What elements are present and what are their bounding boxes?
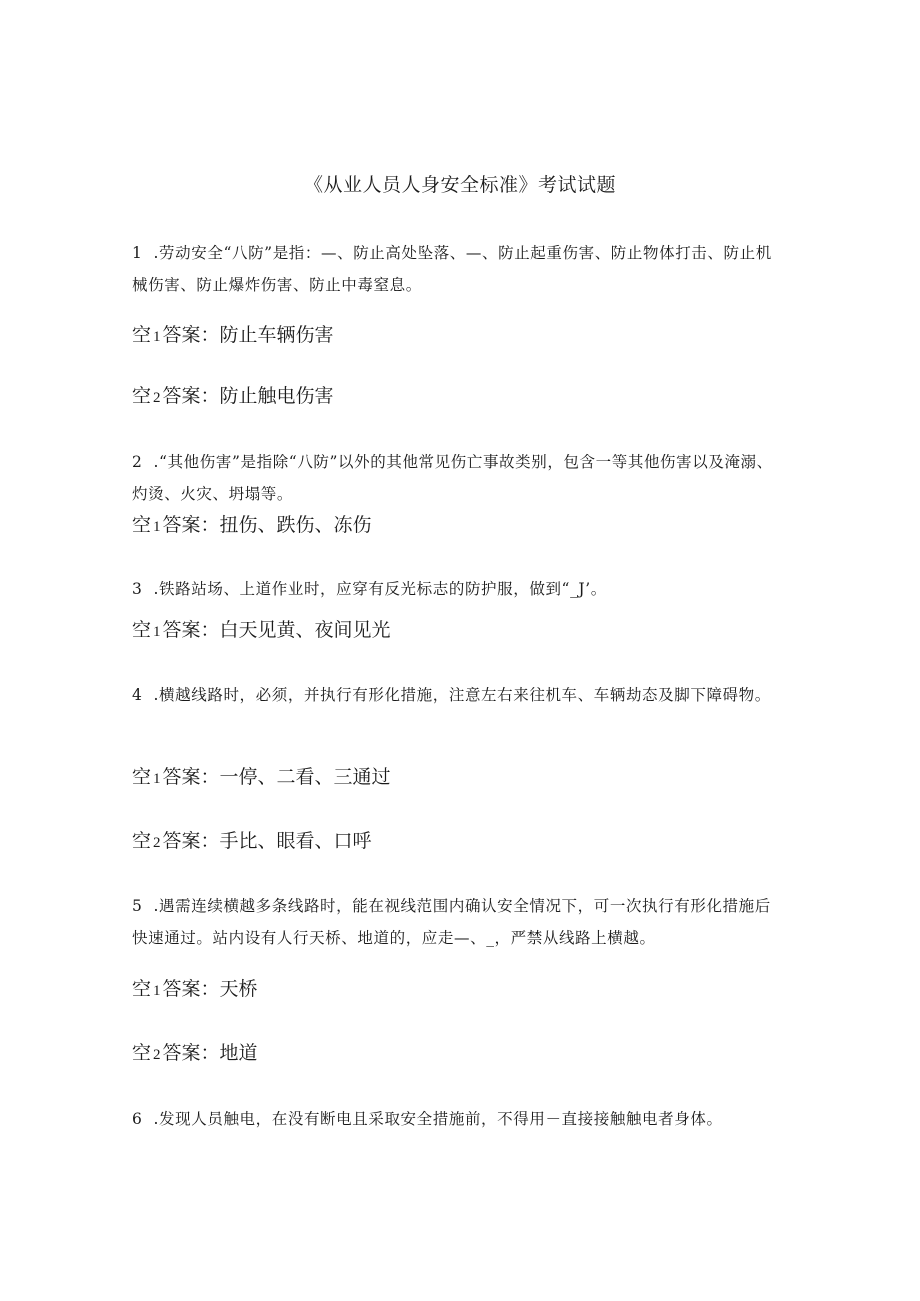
question-number: 3 [132,580,143,598]
answer-value: 白天见黄、夜间见光 [219,619,391,641]
page-title: 《从业人员人身安全标准》考试试题 [303,174,616,196]
answer-q3-slot1: 空 1 答案：白天见黄、夜间见光 [132,619,391,641]
answer-value: 防止触电伤害 [219,385,334,407]
question-number: 6 [132,1110,143,1128]
question-number: 2 [132,453,143,471]
question-4 [132,679,782,711]
question-text: .横越线路时，必须，并执行有形化措施，注意左右来往机车、车辆劫态及脚下障碍物。 [148,686,771,704]
question-text: .铁路站场、上道作业时，应穿有反光标志的防护服，做到“_J’。 [148,580,607,598]
slot-number: 1 [153,771,161,787]
question-6 [132,1103,782,1135]
answer-value: 手比、眼看、口呼 [219,830,372,852]
question-3 [132,573,782,605]
answer-value: 防止车辆伤害 [219,324,334,346]
question-text: .发现人员触电，在没有断电且采取安全措施前，不得用－直接接触触电者身体。 [148,1110,723,1128]
question-5 [132,890,782,954]
question-text: .劳动安全“八防”是指：—、防止高处坠落、—、防止起重伤害、防止物体打击、防止机械伤害、防止爆炸伤害、防止中毒窒息。 [132,244,772,294]
question-number: 4 [132,686,143,704]
question-text: .“其他伤害”是指除“八防”以外的其他常见伤亡事故类别，包含一等其他伤害以及淹溺、灼烫、火灾、坍塌等。 [132,453,773,503]
question-2 [132,446,782,510]
question-number: 5 [132,897,143,915]
slot-number: 1 [153,983,161,999]
answer-value: 天桥 [219,978,258,1000]
answer-q5-slot2: 空 2 答案：地道 [132,1042,258,1064]
answer-q4-slot1: 空 1 答案：一停、二看、三通过 [132,766,391,788]
answer-value: 一停、二看、三通过 [219,766,391,788]
answer-value: 地道 [219,1042,258,1064]
slot-number: 2 [153,835,161,851]
answer-q2-slot1: 空 1 答案：扭伤、跌伤、冻伤 [132,514,372,536]
answer-q1-slot2: 空 2 答案：防止触电伤害 [132,385,334,407]
slot-number: 1 [153,519,161,535]
slot-number: 1 [153,329,161,345]
answer-q5-slot1: 空 1 答案：天桥 [132,978,258,1000]
answer-q1-slot1: 空 1 答案：防止车辆伤害 [132,324,334,346]
slot-number: 2 [153,390,161,406]
answer-value: 扭伤、跌伤、冻伤 [219,514,372,536]
question-number: 1 [132,244,143,262]
question-text: .遇需连续横越多条线路时，能在视线范围内确认安全情况下，可一次执行有形化措施后快速通过。站内设有人行天桥、地道的，应走—、_，严禁从线路上横越。 [132,897,771,947]
question-1 [132,237,782,301]
slot-number: 2 [153,1047,161,1063]
slot-number: 1 [153,624,161,640]
answer-q4-slot2: 空 2 答案：手比、眼看、口呼 [132,830,372,852]
